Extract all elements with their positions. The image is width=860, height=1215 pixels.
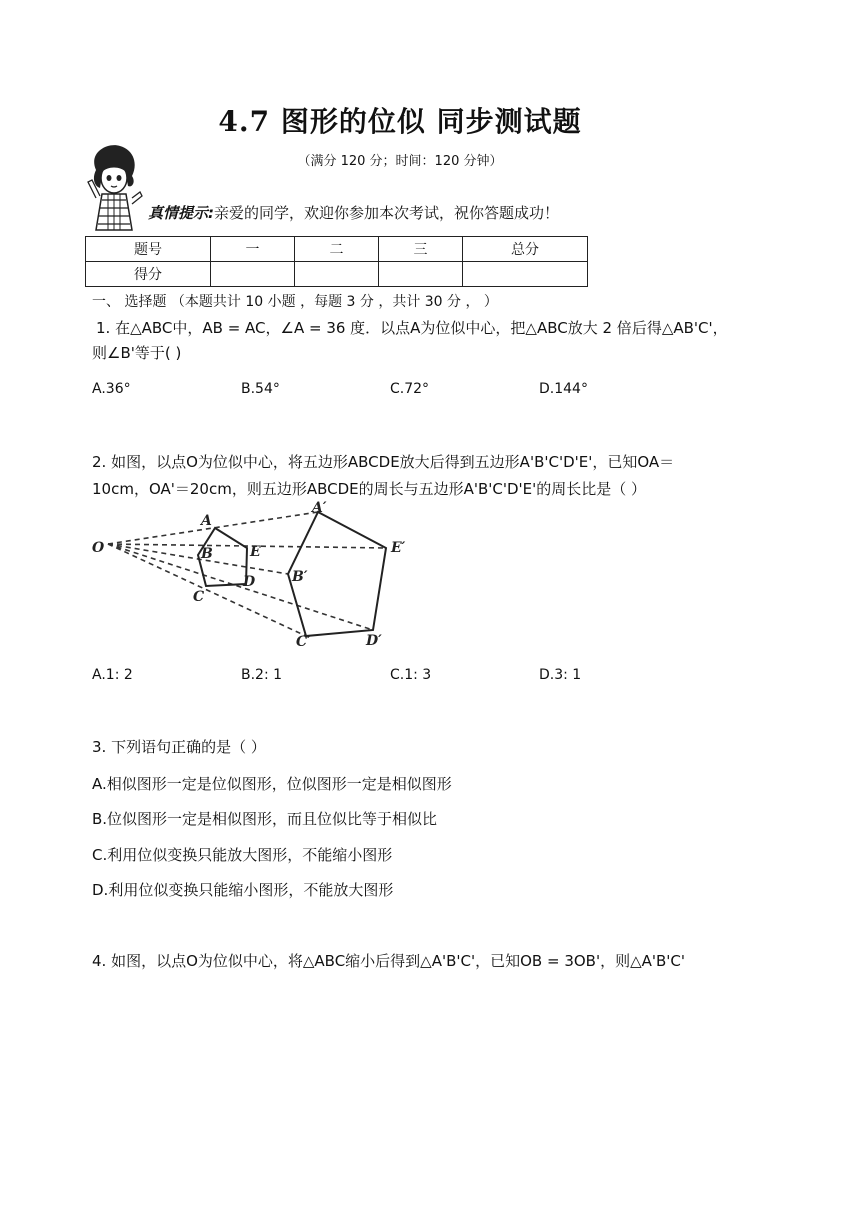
q3-option-d: D.利用位似变换只能缩小图形，不能放大图形: [92, 881, 394, 899]
table-cell: 一: [211, 237, 295, 262]
tip-label: 真情提示:: [148, 204, 214, 222]
table-row: [86, 237, 588, 262]
q3-option-a: A.相似图形一定是位似图形，位似图形一定是相似图形: [92, 775, 452, 793]
table-cell: 题号: [86, 237, 211, 262]
table-cell: 三: [379, 237, 463, 262]
page-title: 4.7 图形的位似 同步测试题: [218, 105, 582, 138]
q1-option-d: D.144°: [539, 381, 588, 397]
label-a-prime: A′: [312, 500, 327, 516]
label-d-prime: D′: [366, 633, 382, 649]
q2-line2: 10cm，OA'＝20cm，则五边形ABCDE的周长与五边形A'B'C'D'E'的周长比是（ ）: [92, 480, 647, 498]
q3-option-c: C.利用位似变换只能放大图形，不能缩小图形: [92, 846, 393, 864]
label-a: A: [201, 513, 212, 529]
table-cell: 得分: [86, 262, 211, 287]
score-input-cell[interactable]: [295, 262, 379, 287]
section-header: 一、 选择题 （本题共计 10 小题 ，每题 3 分 ，共计 30 分 ， ）: [92, 294, 498, 310]
label-d: D: [243, 574, 256, 590]
label-b-prime: B′: [292, 569, 308, 585]
label-c: C: [193, 589, 205, 605]
q2-option-d: D.3: 1: [539, 667, 582, 683]
q1-option-b: B.54°: [241, 381, 280, 397]
q2-option-b: B.2: 1: [241, 667, 283, 683]
score-input-cell[interactable]: [211, 262, 295, 287]
label-e-prime: E′: [391, 540, 406, 556]
q3-stem: 3. 下列语句正确的是（ ）: [92, 738, 266, 756]
tip-text: 亲爱的同学，欢迎你参加本次考试，祝你答题成功！: [214, 204, 560, 222]
score-input-cell[interactable]: [379, 262, 463, 287]
cartoon-girl-icon: [82, 142, 146, 234]
q2-option-c: C.1: 3: [390, 667, 432, 683]
q2-line1: 2. 如图，以点O为位似中心，将五边形ABCDE放大后得到五边形A'B'C'D'E'，已知OA＝: [92, 453, 675, 471]
label-e: E: [250, 544, 261, 560]
q2-option-a: A.1: 2: [92, 667, 133, 683]
table-cell: 二: [295, 237, 379, 262]
q1-line1: 1. 在△ABC中，AB = AC，∠A = 36 度．以点A为位似中心，把△ABC放大 2 倍后得△AB'C'，: [96, 319, 728, 337]
q1-line2: 则∠B'等于( ): [92, 344, 182, 362]
score-table: [85, 236, 588, 287]
table-row: [86, 262, 588, 287]
q1-option-a: A.36°: [92, 381, 131, 397]
homothety-pentagon-figure: [88, 500, 428, 655]
score-input-cell[interactable]: [463, 262, 588, 287]
tip-line: [148, 202, 559, 223]
label-c-prime: C′: [296, 634, 311, 650]
q3-option-b: B.位似图形一定是相似图形，而且位似比等于相似比: [92, 810, 438, 828]
q4-line1: 4. 如图，以点O为位似中心，将△ABC缩小后得到△A'B'C'，已知OB = 3OB'，则△A'B'C': [92, 952, 686, 970]
label-b: B: [201, 546, 213, 562]
q1-option-c: C.72°: [390, 381, 430, 397]
label-o: O: [92, 540, 105, 556]
page-subtitle: （满分 120 分；时间：120 分钟）: [297, 154, 503, 169]
table-cell: 总分: [463, 237, 588, 262]
